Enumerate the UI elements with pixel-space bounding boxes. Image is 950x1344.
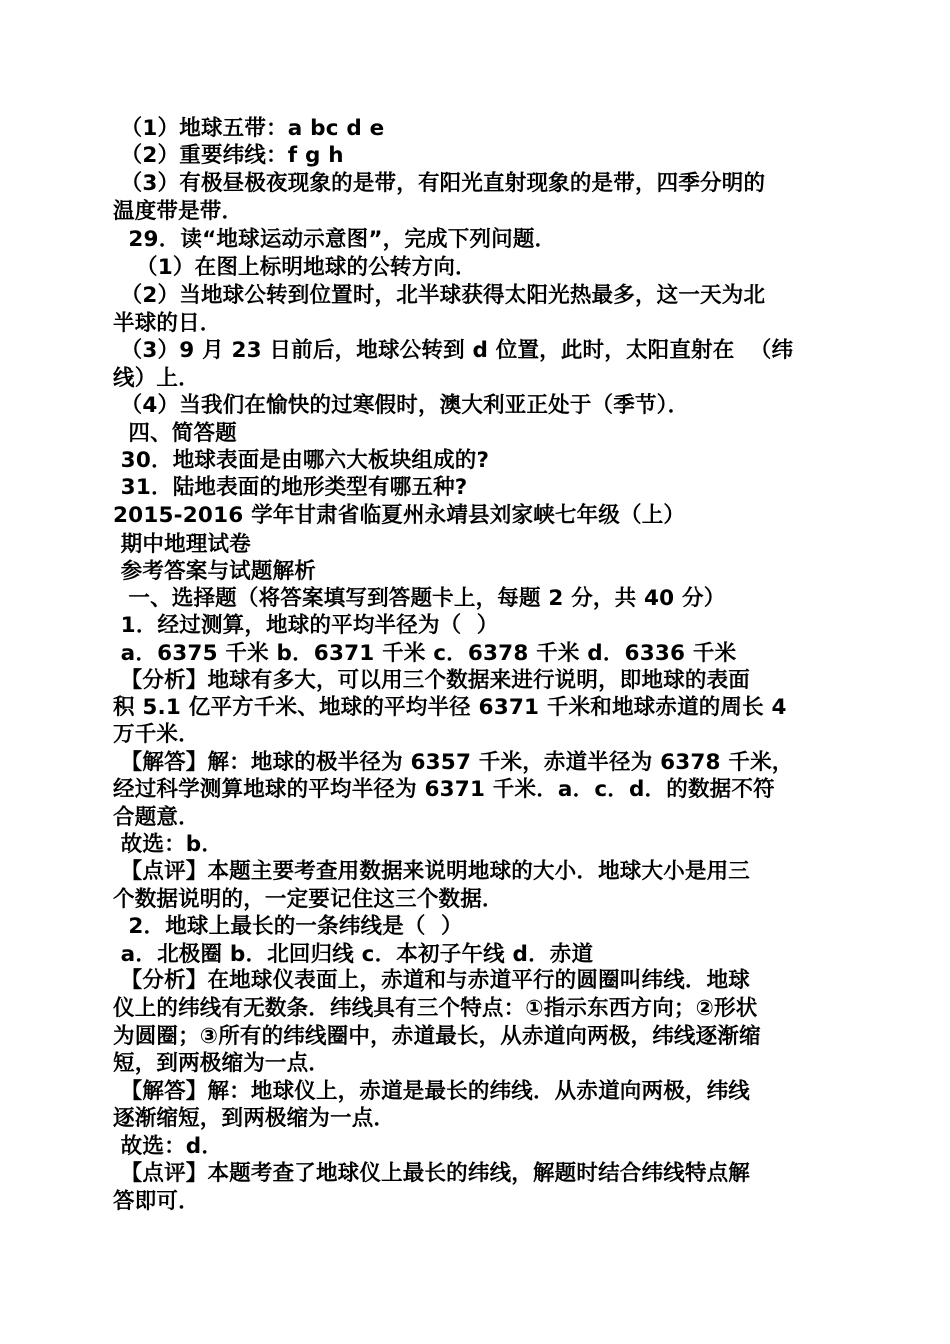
text-line: 答即可． <box>113 1189 200 1214</box>
text-line: 仪上的纬线有无数条．纬线具有三个特点：①指示东西方向；②形状 <box>113 996 758 1021</box>
text-line: 个数据说明的，一定要记住这三个数据． <box>113 887 504 912</box>
text-line: （4）当我们在愉快的过寒假时，澳大利亚正处于（季节）． <box>113 393 690 418</box>
text-line: 2015-2016 学年甘肃省临夏州永靖县刘家峡七年级（上） <box>113 503 686 528</box>
text-line: 期中地理试卷 <box>113 532 251 557</box>
text-line: 经过科学测算地球的平均半径为 6371 千米．a．c．d．的数据不符 <box>113 777 775 802</box>
text-line: 故选：d． <box>113 1134 224 1159</box>
text-line: 故选：b． <box>113 832 224 857</box>
text-line: 温度带是带． <box>113 199 244 224</box>
text-line: 四、简答题 <box>113 421 237 446</box>
text-line: 【点评】本题考查了地球仪上最长的纬线，解题时结合纬线特点解 <box>113 1161 750 1186</box>
text-line: 积 5.1 亿平方千米、地球的平均半径 6371 千米和地球赤道的周长 4 <box>113 695 787 720</box>
text-line: （1）在图上标明地球的公转方向． <box>113 255 477 280</box>
text-line: 【解答】解：地球的极半径为 6357 千米，赤道半径为 6378 千米， <box>113 750 794 775</box>
text-line: a．6375 千米 b．6371 千米 c．6378 千米 d．6336 千米 <box>113 641 737 666</box>
text-line: 参考答案与试题解析 <box>113 559 316 584</box>
text-line: 29．读“地球运动示意图”，完成下列问题． <box>113 227 557 252</box>
text-line: 半球的日． <box>113 311 222 336</box>
text-line: （2）当地球公转到位置时，北半球获得太阳光热最多，这一天为北 <box>113 283 766 308</box>
text-line: （3）有极昼极夜现象的是带，有阳光直射现象的是带，四季分明的 <box>113 171 766 196</box>
text-line: 2．地球上最长的一条纬线是（ ） <box>113 914 463 939</box>
text-line: 一、选择题（将答案填写到答题卡上，每题 2 分，共 40 分） <box>113 586 726 611</box>
text-line: 【点评】本题主要考查用数据来说明地球的大小．地球大小是用三 <box>113 859 750 884</box>
text-line: 【分析】地球有多大，可以用三个数据来进行说明，即地球的表面 <box>113 668 750 693</box>
text-line: 【解答】解：地球仪上，赤道是最长的纬线．从赤道向两极，纬线 <box>113 1079 750 1104</box>
text-line: （3）9 月 23 日前后，地球公转到 d 位置，此时，太阳直射在 （纬 <box>113 338 794 363</box>
text-line: 合题意． <box>113 805 200 830</box>
text-line: 短，到两极缩为一点． <box>113 1051 331 1076</box>
text-line: 【分析】在地球仪表面上，赤道和与赤道平行的圆圈叫纬线．地球 <box>113 968 750 993</box>
text-line: 逐渐缩短，到两极缩为一点． <box>113 1106 396 1131</box>
text-line: a．北极圈 b．北回归线 c．本初子午线 d．赤道 <box>113 942 594 967</box>
text-line: 为圆圈；③所有的纬线圈中，赤道最长，从赤道向两极，纬线逐渐缩 <box>113 1024 761 1049</box>
text-line: 万千米． <box>113 722 200 747</box>
text-line: 30．地球表面是由哪六大板块组成的? <box>113 448 490 473</box>
text-line: 线）上． <box>113 366 200 391</box>
text-line: （2）重要纬线：f g h <box>113 143 344 168</box>
text-line: 1．经过测算，地球的平均半径为（ ） <box>113 613 499 638</box>
text-line: （1）地球五带：a bc d e <box>113 116 385 141</box>
text-line: 31．陆地表面的地形类型有哪五种? <box>113 475 468 500</box>
